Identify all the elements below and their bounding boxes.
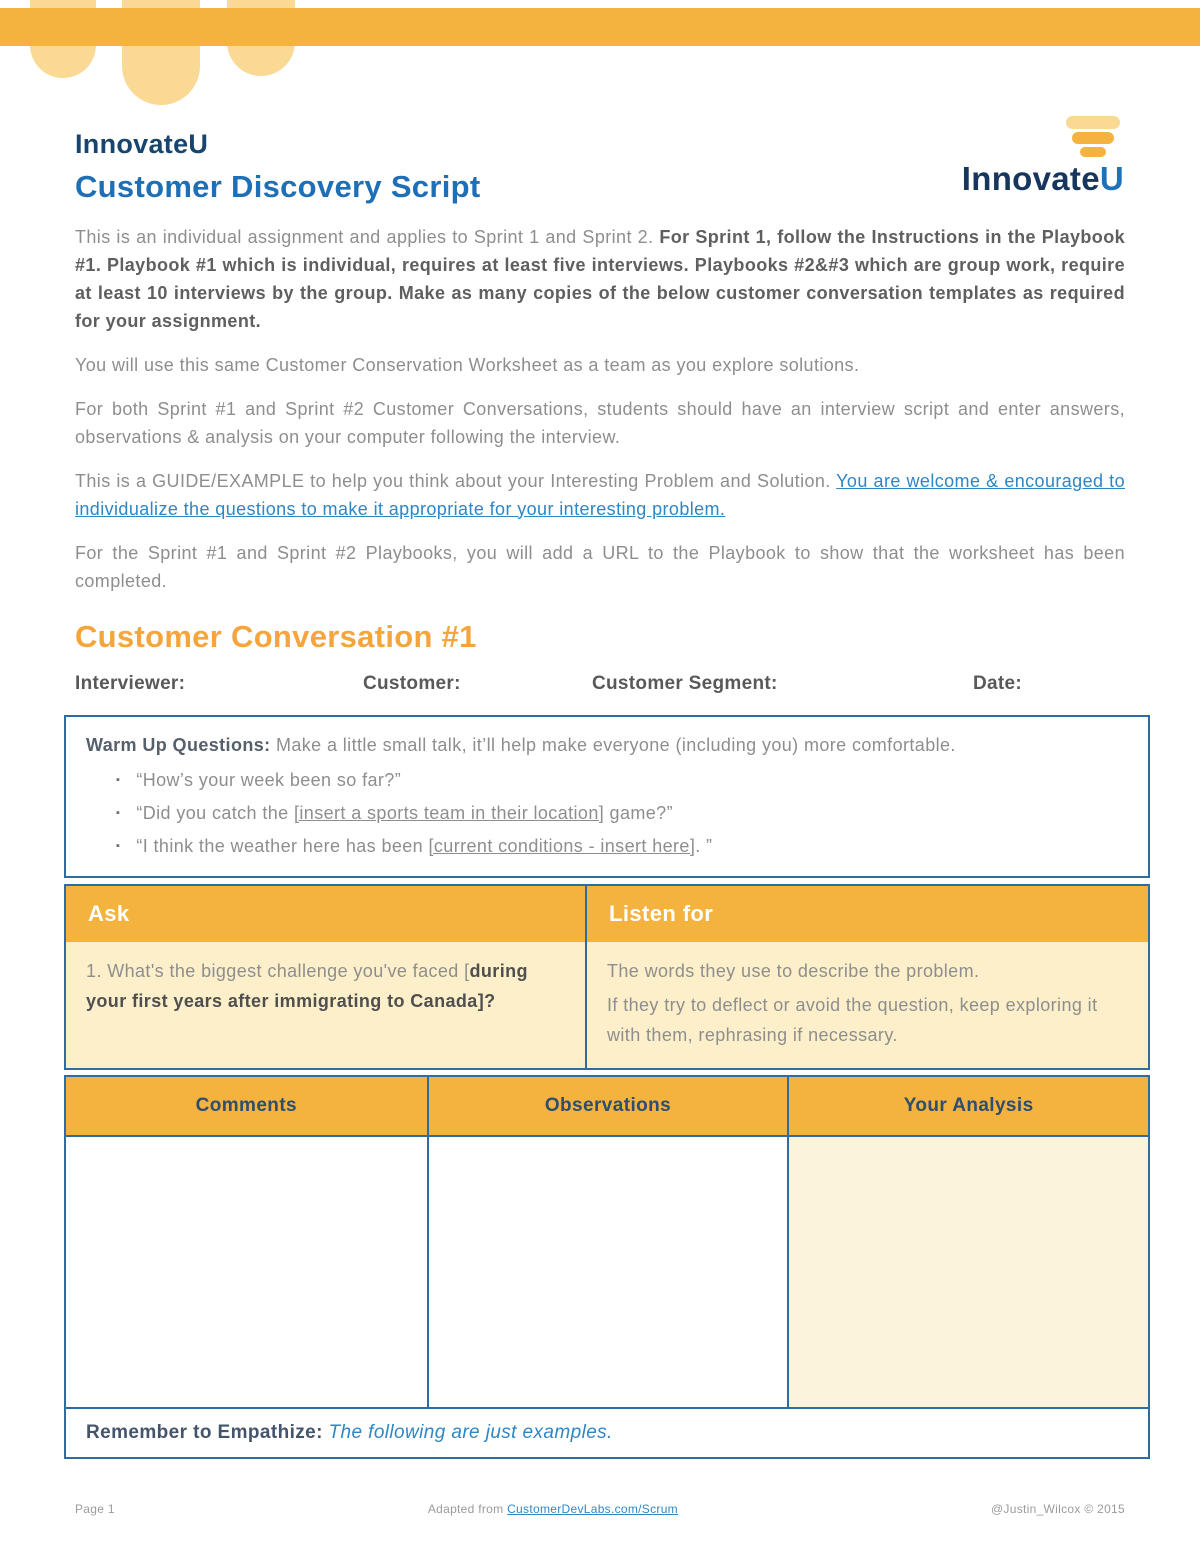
your-analysis-cell <box>787 1137 1148 1407</box>
doc-title-line2: Customer Discovery Script <box>75 168 481 204</box>
interview-fields-row <box>75 673 1125 699</box>
warm-up-bullet-3 <box>116 831 1128 864</box>
comments-cell <box>66 1137 427 1407</box>
ask-listen-table <box>64 884 1150 1070</box>
your-analysis-column-header: Your Analysis <box>787 1077 1148 1135</box>
customerdevlabs-link[interactable]: CustomerDevLabs.com/Scrum <box>507 1502 678 1516</box>
page-footer <box>75 1502 1125 1516</box>
customer-field-label: Customer: <box>363 672 461 694</box>
empathize-row <box>66 1407 1148 1457</box>
ask-listen-body-row <box>66 942 1148 1068</box>
warm-up-label: Warm Up Questions: <box>86 734 271 755</box>
notes-header-row <box>66 1077 1148 1135</box>
question-1-cell: 1. What's the biggest challenge you've faced [during your first years after immigrating to Canada]? <box>86 960 528 1011</box>
empathize-text: The following are just examples. <box>328 1421 613 1443</box>
intro-paragraph-3: For both Sprint #1 and Sprint #2 Customer Conversations, students should have an interview script and enter answers, observations & analysis on your computer following the interview. <box>75 398 1125 447</box>
lightbulb-bar-top <box>1066 116 1120 129</box>
intro-paragraph-5: For the Sprint #1 and Sprint #2 Playbooks, you will add a URL to the Playbook to show that the worksheet has been completed. <box>75 542 1125 591</box>
listen-for-point-1: The words they use to describe the problem. <box>607 960 980 981</box>
listen-for-column-header: Listen for <box>585 886 1148 942</box>
bullet-marker-icon: ▪ <box>116 773 121 786</box>
intro-paragraph-4 <box>75 467 1125 523</box>
bullet-marker-icon: ▪ <box>116 806 121 819</box>
ask-column-header: Ask <box>88 900 130 926</box>
intro-p1-normal: This is an individual assignment and applies to Sprint 1 and Sprint 2. <box>75 226 660 247</box>
warm-up-bullet-list <box>116 765 1128 864</box>
conversation-1-heading: Customer Conversation #1 <box>75 618 477 654</box>
listen-for-cell <box>585 942 1148 1068</box>
logo-wordmark <box>962 162 1124 195</box>
page-number: Page 1 <box>75 1502 115 1516</box>
date-field-label: Date: <box>973 672 1023 694</box>
empathize-label: Remember to Empathize: <box>86 1421 329 1443</box>
warm-up-bullet-1 <box>116 765 1128 798</box>
footer-attribution: Adapted from CustomerDevLabs.com/Scrum <box>427 1502 678 1516</box>
footer-credit: @Justin_Wilcox © 2015 <box>990 1502 1125 1516</box>
intro-paragraph-2: You will use this same Customer Conservation Worksheet as a team as you explore solutions. <box>75 354 860 375</box>
notes-body-row <box>66 1135 1148 1407</box>
lightbulb-icon <box>1066 116 1120 157</box>
lightbulb-bar-middle <box>1072 132 1114 144</box>
intro-paragraph-1 <box>75 223 1125 335</box>
customer-segment-field-label: Customer Segment: <box>592 672 778 694</box>
innovateu-logo <box>962 116 1124 195</box>
interviewer-field-label: Interviewer: <box>75 672 186 694</box>
observations-cell <box>427 1137 788 1407</box>
bullet-marker-icon: ▪ <box>116 839 121 852</box>
comments-column-header: Comments <box>195 1094 298 1116</box>
bullet-text: “How’s your week been so far?” <box>136 769 402 790</box>
intro-p1-bold: For Sprint 1, follow the Instructions in the Playbook #1. Playbook #1 which is individual, requires at least five interviews. Playbooks #2&#3 which are group work, require at least 10 interviews by the group. Make as many copies of the below customer conversation templates as required for your assignment. <box>75 226 1126 331</box>
warm-up-questions-box <box>64 715 1150 878</box>
listen-for-point-2: If they try to deflect or avoid the question, keep exploring it with them, rephrasing if necessary. <box>607 994 1098 1045</box>
logo-text-u: U <box>1099 160 1124 197</box>
warm-up-bullet-2 <box>116 798 1128 831</box>
individualize-questions-link[interactable]: You are welcome & encouraged to individualize the questions to make it appropriate for your interesting problem. <box>75 470 1125 519</box>
warm-up-text: Make a little small talk, it’ll help make everyone (including you) more comfortable. <box>270 734 956 755</box>
notes-table <box>64 1075 1150 1459</box>
doc-title-line1: InnovateU <box>75 129 209 159</box>
logo-text-innovate: Innovate <box>961 160 1100 197</box>
warm-up-intro <box>86 731 1128 759</box>
bullet-text: “Did you catch the [insert a sports team in their location] game?” <box>136 802 673 823</box>
lightbulb-bar-base <box>1080 147 1106 157</box>
intro-p4-normal: This is a GUIDE/EXAMPLE to help you think about your Interesting Problem and Solution. <box>75 470 837 491</box>
bullet-text: “I think the weather here has been [current conditions - insert here]. ” <box>136 835 713 856</box>
observations-column-header: Observations <box>427 1077 788 1135</box>
worksheet-tables <box>64 715 1150 1459</box>
ask-listen-header-row <box>66 886 1148 942</box>
